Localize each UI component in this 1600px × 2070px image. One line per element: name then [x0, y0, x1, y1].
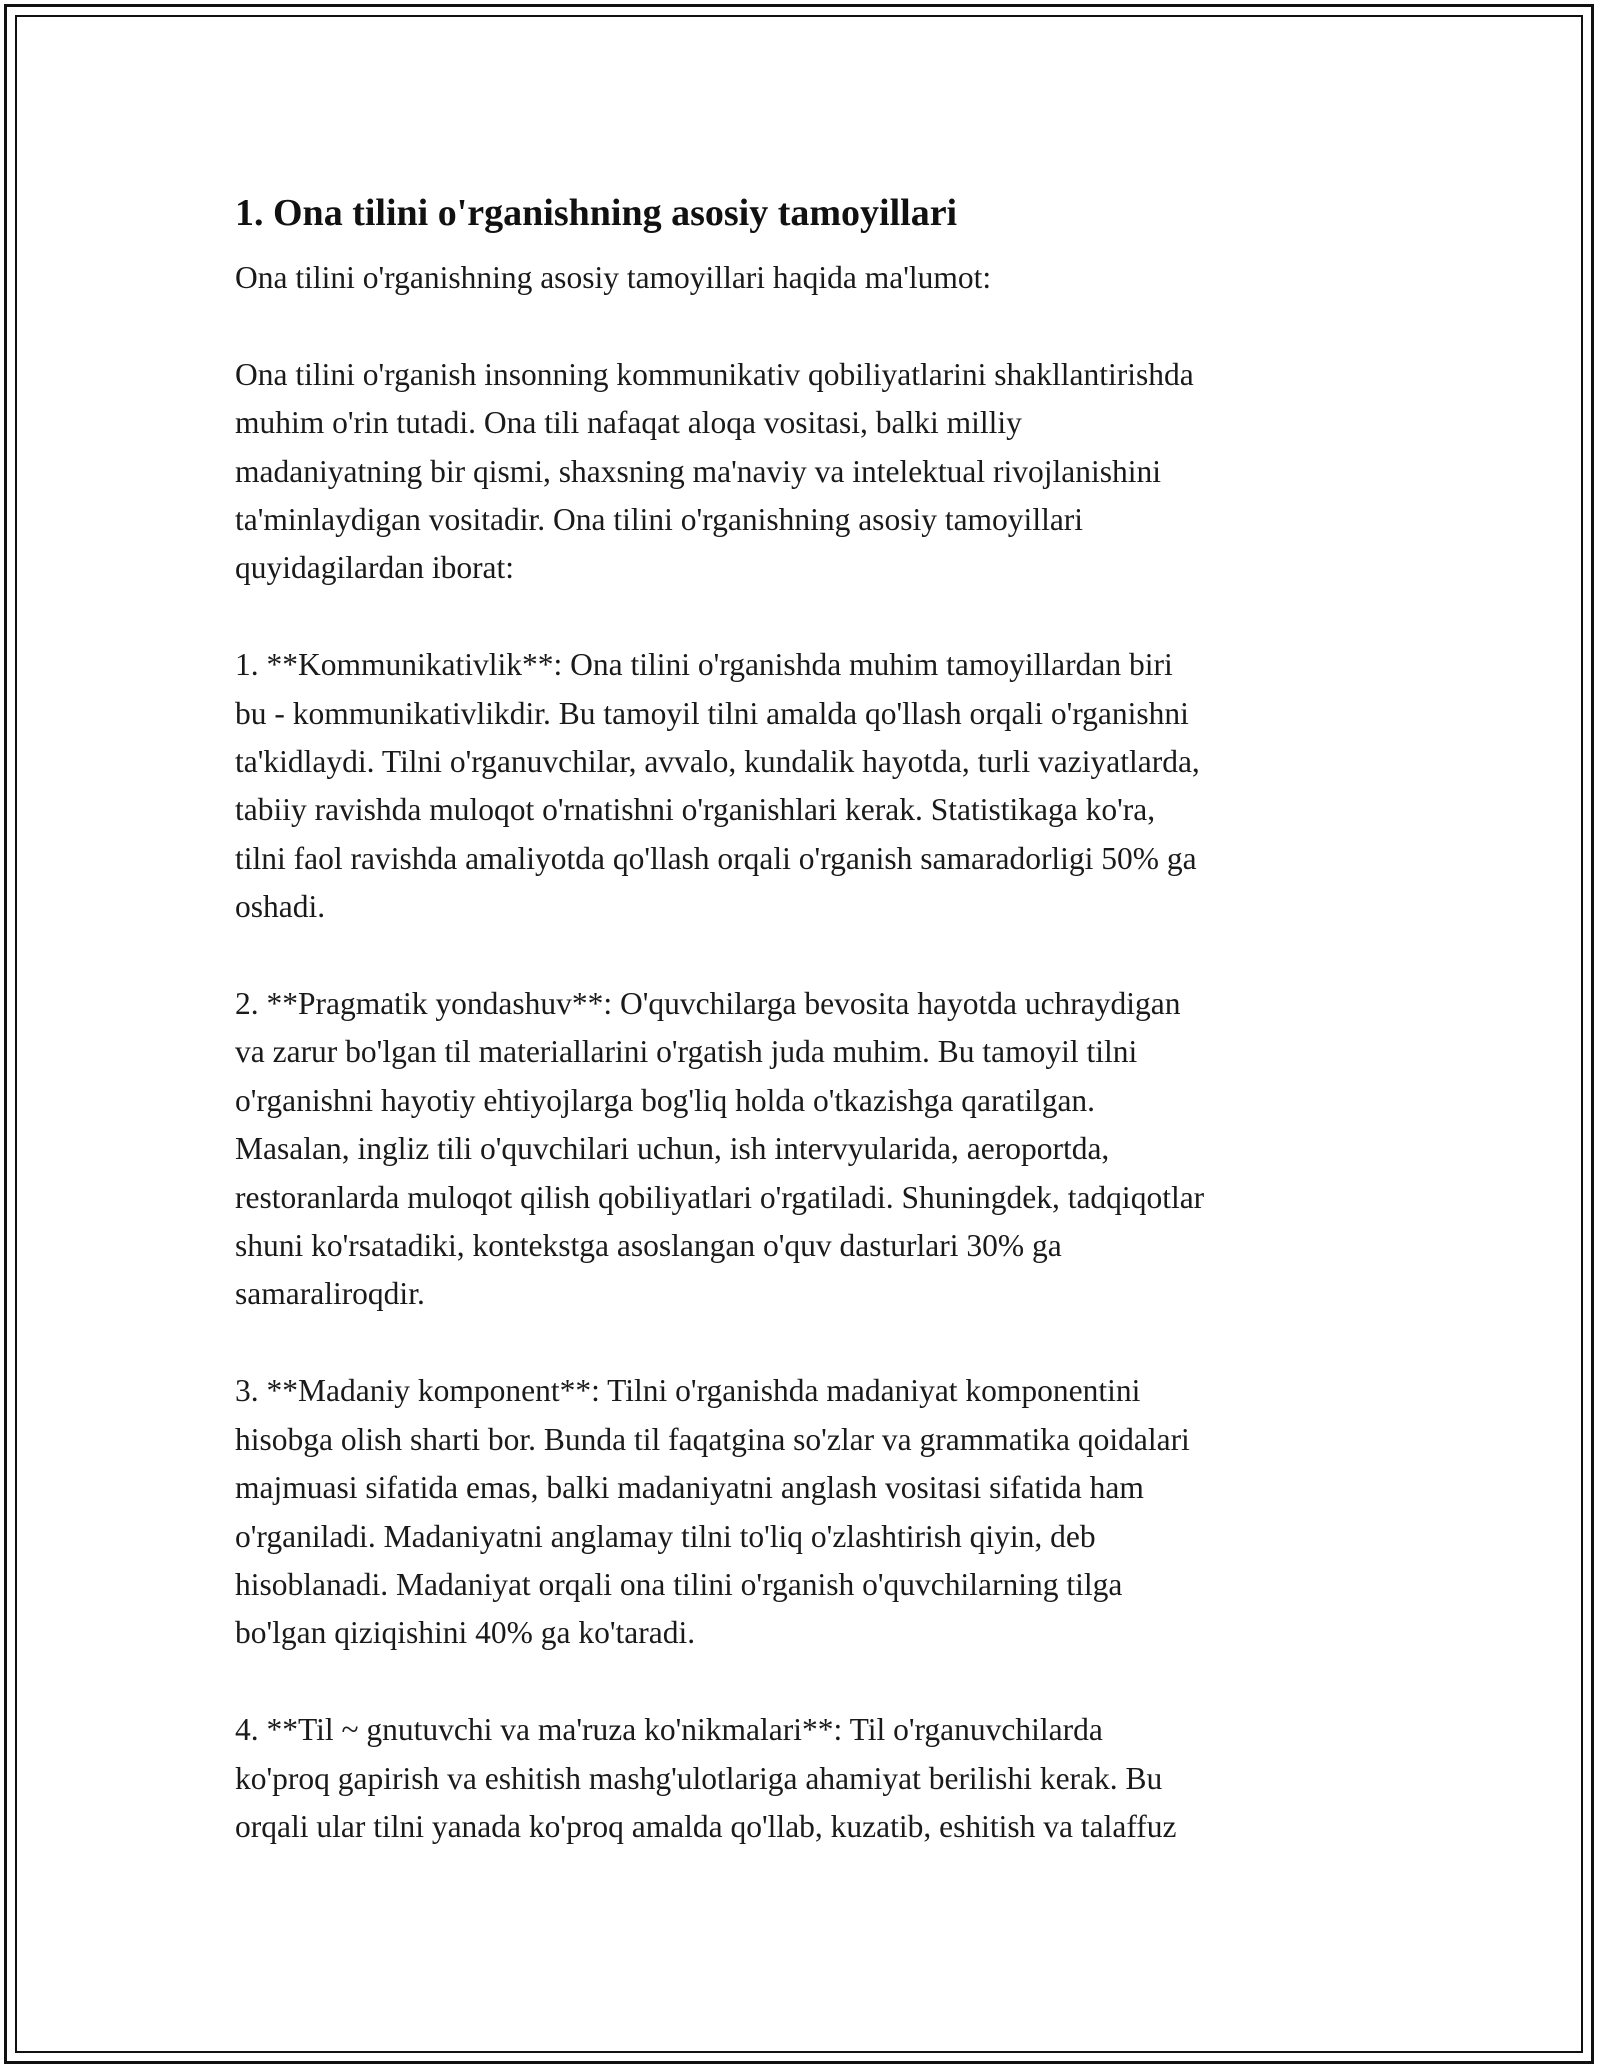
- text-line: hisobga olish sharti bor. Bunda til faqatgina so'zlar va grammatika qoidalari: [235, 1421, 1190, 1457]
- text-line: majmuasi sifatida emas, balki madaniyatni anglash vositasi sifatida ham: [235, 1470, 1144, 1506]
- text-line: 2. **Pragmatik yondashuv**: O'quvchilarga bevosita hayotda uchraydigan: [235, 986, 1181, 1022]
- text-line: bu - kommunikativlikdir. Bu tamoyil tilni amalda qo'llash orqali o'rganishni: [235, 695, 1189, 731]
- principle-1-paragraph: [235, 641, 1385, 931]
- text-line: Ona tilini o'rganish insonning kommunikativ qobiliyatlarini shakllantirishda: [235, 356, 1194, 392]
- principle-2-paragraph: [235, 980, 1385, 1319]
- text-line: madaniyatning bir qismi, shaxsning ma'naviy va intelektual rivojlanishini: [235, 453, 1162, 489]
- principle-3-paragraph: [235, 1367, 1385, 1657]
- document-body: [235, 186, 1385, 1900]
- text-line: tabiiy ravishda muloqot o'rnatishni o'rganishlari kerak. Statistikaga ko'ra,: [235, 792, 1156, 828]
- text-line: oshadi.: [235, 889, 326, 925]
- text-line: quyidagilardan iborat:: [235, 550, 515, 586]
- text-line: restoranlarda muloqot qilish qobiliyatlari o'rgatiladi. Shuningdek, tadqiqotlar: [235, 1179, 1205, 1215]
- overview-paragraph: [235, 351, 1385, 593]
- text-line: tilni faol ravishda amaliyotda qo'llash orqali o'rganish samaradorligi 50% ga: [235, 840, 1197, 876]
- text-line: o'rganishni hayotiy ehtiyojlarga bog'liq holda o'tkazishga qaratilgan.: [235, 1082, 1096, 1118]
- text-line: o'rganiladi. Madaniyatni anglamay tilni to'liq o'zlashtirish qiyin, deb: [235, 1518, 1096, 1554]
- text-line: 4. **Til ~ gnutuvchi va ma'ruza ko'nikmalari**: Til o'rganuvchilarda: [235, 1712, 1103, 1748]
- text-line: ta'kidlaydi. Tilni o'rganuvchilar, avvalo, kundalik hayotda, turli vaziyatlarda,: [235, 744, 1200, 780]
- text-line: Masalan, ingliz tili o'quvchilari uchun, ish intervyularida, aeroportda,: [235, 1131, 1110, 1167]
- text-line: samaraliroqdir.: [235, 1276, 425, 1312]
- text-line: Ona tilini o'rganishning asosiy tamoyillari haqida ma'lumot:: [235, 260, 992, 295]
- text-line: shuni ko'rsatadiki, kontekstga asoslangan o'quv dasturlari 30% ga: [235, 1228, 1062, 1264]
- text-line: orqali ular tilni yanada ko'proq amalda qo'llab, kuzatib, eshitish va talaffuz: [235, 1808, 1177, 1844]
- text-line: hisoblanadi. Madaniyat orqali ona tilini o'rganish o'quvchilarning tilga: [235, 1566, 1123, 1602]
- section-heading: 1. Ona tilini o'rganishning asosiy tamoyillari: [235, 192, 958, 234]
- text-line: va zarur bo'lgan til materiallarini o'rgatish juda muhim. Bu tamoyil tilni: [235, 1034, 1138, 1070]
- text-line: ko'proq gapirish va eshitish mashg'ulotlariga ahamiyat berilishi kerak. Bu: [235, 1760, 1163, 1796]
- text-line: 3. **Madaniy komponent**: Tilni o'rganishda madaniyat komponentini: [235, 1373, 1141, 1409]
- principle-4-paragraph: [235, 1706, 1385, 1851]
- intro-paragraph: [235, 254, 1385, 302]
- text-line: muhim o'rin tutadi. Ona tili nafaqat aloqa vositasi, balki milliy: [235, 405, 1022, 441]
- text-line: 1. **Kommunikativlik**: Ona tilini o'rganishda muhim tamoyillardan biri: [235, 647, 1173, 683]
- text-line: bo'lgan qiziqishini 40% ga ko'taradi.: [235, 1615, 696, 1651]
- text-line: ta'minlaydigan vositadir. Ona tilini o'rganishning asosiy tamoyillari: [235, 502, 1084, 538]
